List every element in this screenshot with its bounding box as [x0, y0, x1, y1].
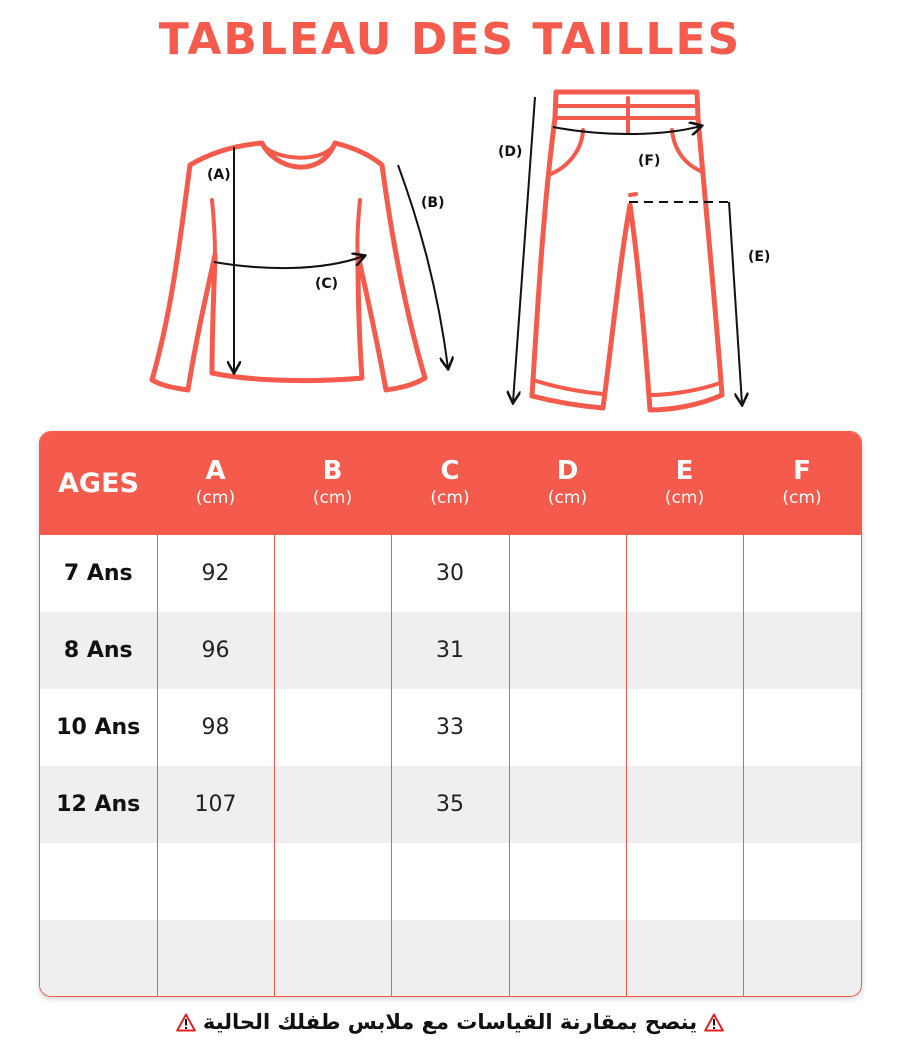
table-row [40, 612, 861, 689]
header-d: D (cm) [547, 455, 588, 508]
cell-d [509, 920, 626, 997]
header-ages: AGES [58, 467, 139, 499]
cell-f [743, 535, 861, 612]
cell-a: 92 [157, 535, 274, 612]
label-e: (E) [748, 249, 771, 265]
cell-a: 96 [157, 612, 274, 689]
cell-age [40, 920, 157, 997]
measure-arrow-d [513, 97, 535, 402]
cell-e [626, 843, 743, 920]
table-row [40, 766, 861, 843]
cell-c: 31 [391, 612, 509, 689]
table-row [40, 689, 861, 766]
cell-c: 30 [391, 535, 509, 612]
warning-icon [704, 1013, 724, 1032]
cell-c [391, 920, 509, 997]
cell-a [157, 920, 274, 997]
header-a: A (cm) [195, 455, 236, 508]
cell-c: 33 [391, 689, 509, 766]
cell-e [626, 920, 743, 997]
label-a: (A) [207, 167, 231, 183]
label-b: (B) [421, 195, 445, 211]
table-header-row [40, 432, 861, 535]
cell-b [274, 689, 391, 766]
table-row [40, 535, 861, 612]
cell-age: 12 Ans [56, 792, 141, 817]
cell-d [509, 612, 626, 689]
label-c: (C) [315, 276, 339, 292]
cell-f [743, 843, 861, 920]
label-f: (F) [638, 153, 661, 169]
label-d: (D) [498, 144, 523, 160]
measurement-illustration [0, 0, 900, 425]
cell-b [274, 843, 391, 920]
cell-b [274, 612, 391, 689]
cell-b [274, 920, 391, 997]
cell-e [626, 689, 743, 766]
advice-note [0, 1010, 900, 1034]
cell-d [509, 843, 626, 920]
cell-b [274, 766, 391, 843]
cell-c: 35 [391, 766, 509, 843]
advice-text: ينصح بمقارنة القياسات مع ملابس طفلك الحالية [202, 1010, 698, 1034]
cell-b [274, 535, 391, 612]
cell-age: 7 Ans [63, 561, 133, 586]
header-c: C (cm) [430, 455, 470, 508]
cell-d [509, 689, 626, 766]
cell-age: 10 Ans [56, 715, 141, 740]
cell-e [626, 535, 743, 612]
cell-a: 98 [157, 689, 274, 766]
cell-f [743, 766, 861, 843]
cell-d [509, 766, 626, 843]
cell-f [743, 689, 861, 766]
cell-a: 107 [157, 766, 274, 843]
table-row [40, 920, 861, 997]
cell-e [626, 766, 743, 843]
page-title: TABLEAU DES TAILLES [158, 14, 742, 65]
warning-icon [176, 1013, 196, 1032]
pants-drawing [532, 92, 722, 410]
measure-arrow-e [729, 202, 742, 404]
size-table [39, 431, 862, 997]
table-row [40, 843, 861, 920]
header-b: B (cm) [312, 455, 353, 508]
cell-age [40, 843, 157, 920]
measure-arrow-c [214, 256, 364, 268]
cell-d [509, 535, 626, 612]
cell-e [626, 612, 743, 689]
cell-f [743, 920, 861, 997]
cell-age: 8 Ans [63, 638, 133, 663]
sweater-drawing [152, 143, 425, 390]
cell-c [391, 843, 509, 920]
cell-f [743, 612, 861, 689]
cell-a [157, 843, 274, 920]
header-f: F (cm) [782, 455, 822, 508]
header-e: E (cm) [664, 455, 705, 508]
